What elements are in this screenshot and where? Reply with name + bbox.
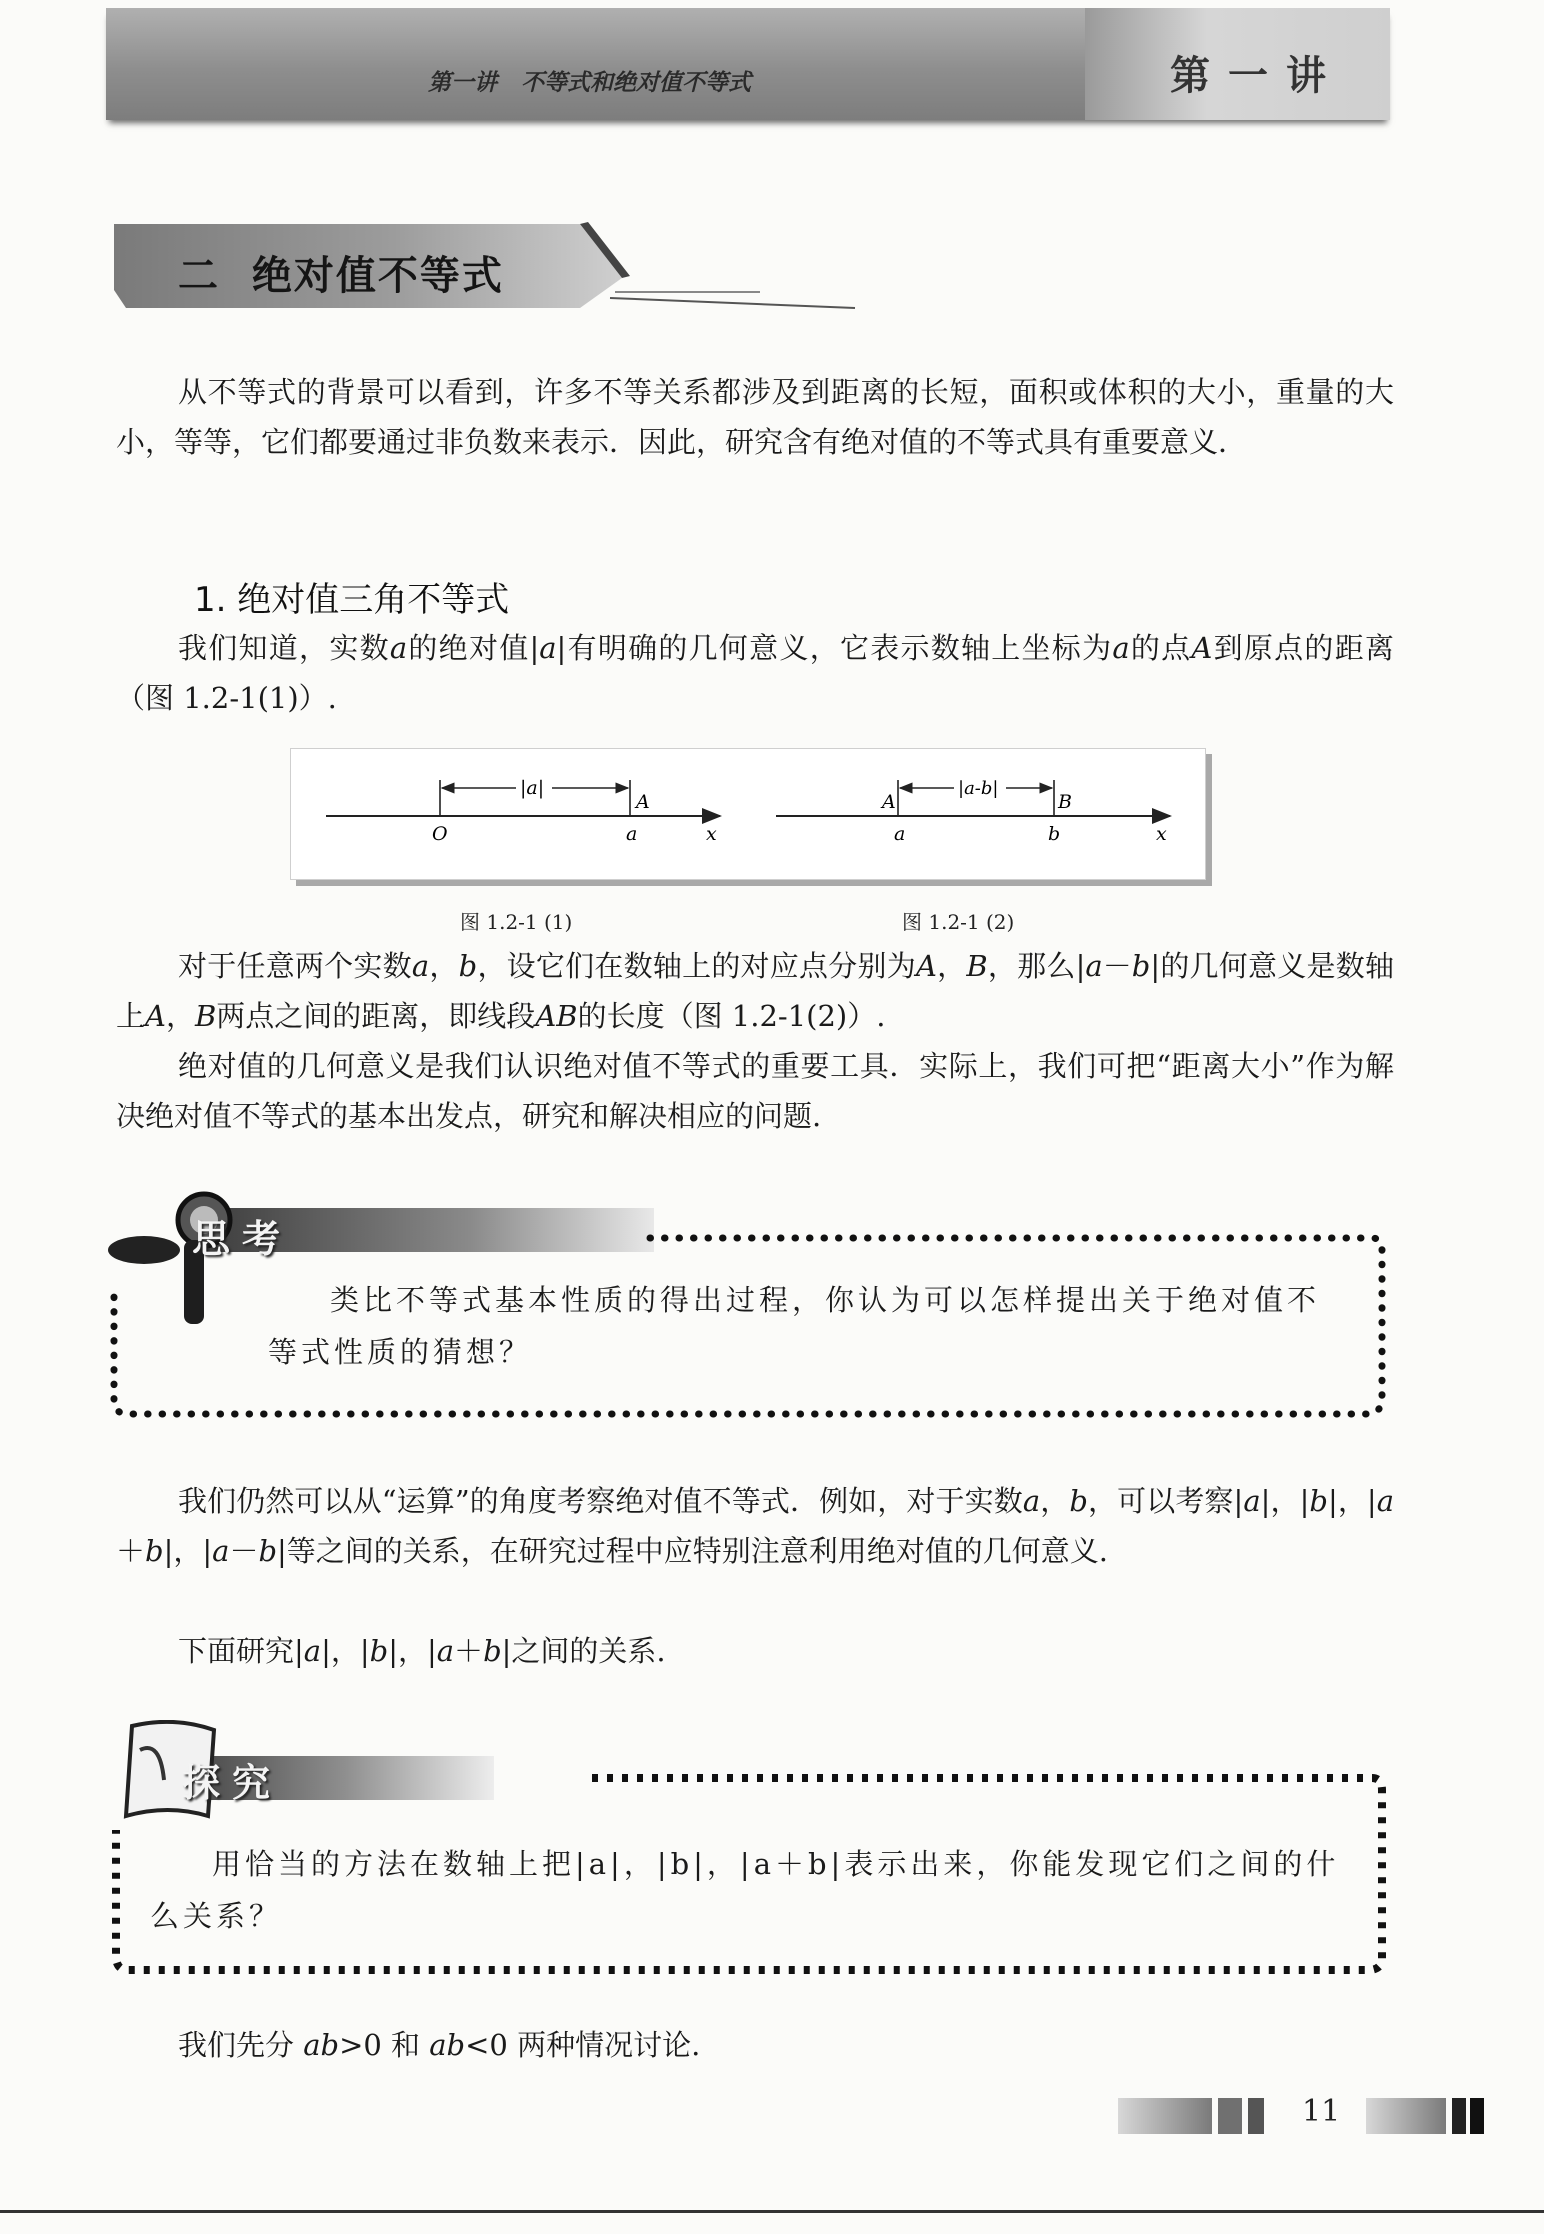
intro-paragraph: 从不等式的背景可以看到，许多不等关系都涉及到距离的长短，面积或体积的大小，重量的大小，等等，它们都要通过非负数来表示．因此，研究含有绝对值的不等式具有重要意义．	[116, 375, 1394, 459]
right-point-A: A	[882, 791, 896, 813]
figure-caption-right: 图 1.2-1 (2)	[902, 910, 1015, 934]
paragraph-tool: 绝对值的几何意义是我们认识绝对值不等式的重要工具．实际上，我们可把“距离大小”作为解决绝对值不等式的基本出发点，研究和解决相应的问题.	[116, 1049, 1394, 1133]
left-axis-x: x	[706, 823, 717, 845]
figure-caption-left: 图 1.2-1 (1)	[460, 910, 573, 934]
left-brace-label: |a|	[520, 777, 545, 799]
bottom-rule	[0, 2210, 1544, 2213]
right-axis-x: x	[1156, 823, 1167, 845]
think-label: 思考	[192, 1217, 293, 1261]
chapter-title: 第一讲 不等式和绝对值不等式	[428, 70, 752, 96]
page-footer-bars	[1118, 2094, 1484, 2138]
subsection-title: 1. 绝对值三角不等式	[194, 580, 510, 620]
paragraph-cases: 我们先分 ab>0 和 ab<0 两种情况讨论.	[178, 2028, 701, 2062]
right-coord-b: b	[1048, 823, 1061, 845]
left-origin: O	[432, 823, 448, 845]
explore-label: 探究	[182, 1761, 283, 1805]
paragraph-absolute-value-meaning: 我们知道，实数a的绝对值|a|有明确的几何意义，它表示数轴上坐标为a的点A到原点的距离（图 1.2-1(1)）.	[116, 631, 1394, 715]
explore-text: 用恰当的方法在数轴上把|a|，|b|，|a＋b|表示出来，你能发现它们之间的什么关系？	[150, 1847, 1340, 1933]
chapter-mark: 第一讲	[1170, 52, 1344, 99]
think-text: 类比不等式基本性质的得出过程，你认为可以怎样提出关于绝对值不等式性质的猜想？	[268, 1283, 1321, 1369]
left-point-A: A	[636, 791, 650, 813]
right-brace-label: |a-b|	[958, 778, 999, 799]
paragraph-next-study: 下面研究|a|，|b|，|a＋b|之间的关系.	[178, 1634, 666, 1668]
left-coord-a: a	[626, 823, 638, 845]
paragraph-operation: 我们仍然可以从“运算”的角度考察绝对值不等式．例如，对于实数a，b，可以考察|a|，|b|，|a＋b|，|a－b|等之间的关系，在研究过程中应特别注意利用绝对值的几何意义.	[116, 1484, 1395, 1568]
right-coord-a: a	[894, 823, 906, 845]
page-number: 11	[1302, 2094, 1341, 2129]
number-line-diagrams	[290, 748, 1204, 878]
right-point-B: B	[1058, 791, 1072, 813]
section-title: 二 绝对值不等式	[178, 252, 504, 299]
paragraph-distance-meaning: 对于任意两个实数a，b，设它们在数轴上的对应点分别为A，B，那么|a－b|的几何意义是数轴上A，B两点之间的距离，即线段AB的长度（图 1.2-1(2)）.	[116, 949, 1394, 1033]
